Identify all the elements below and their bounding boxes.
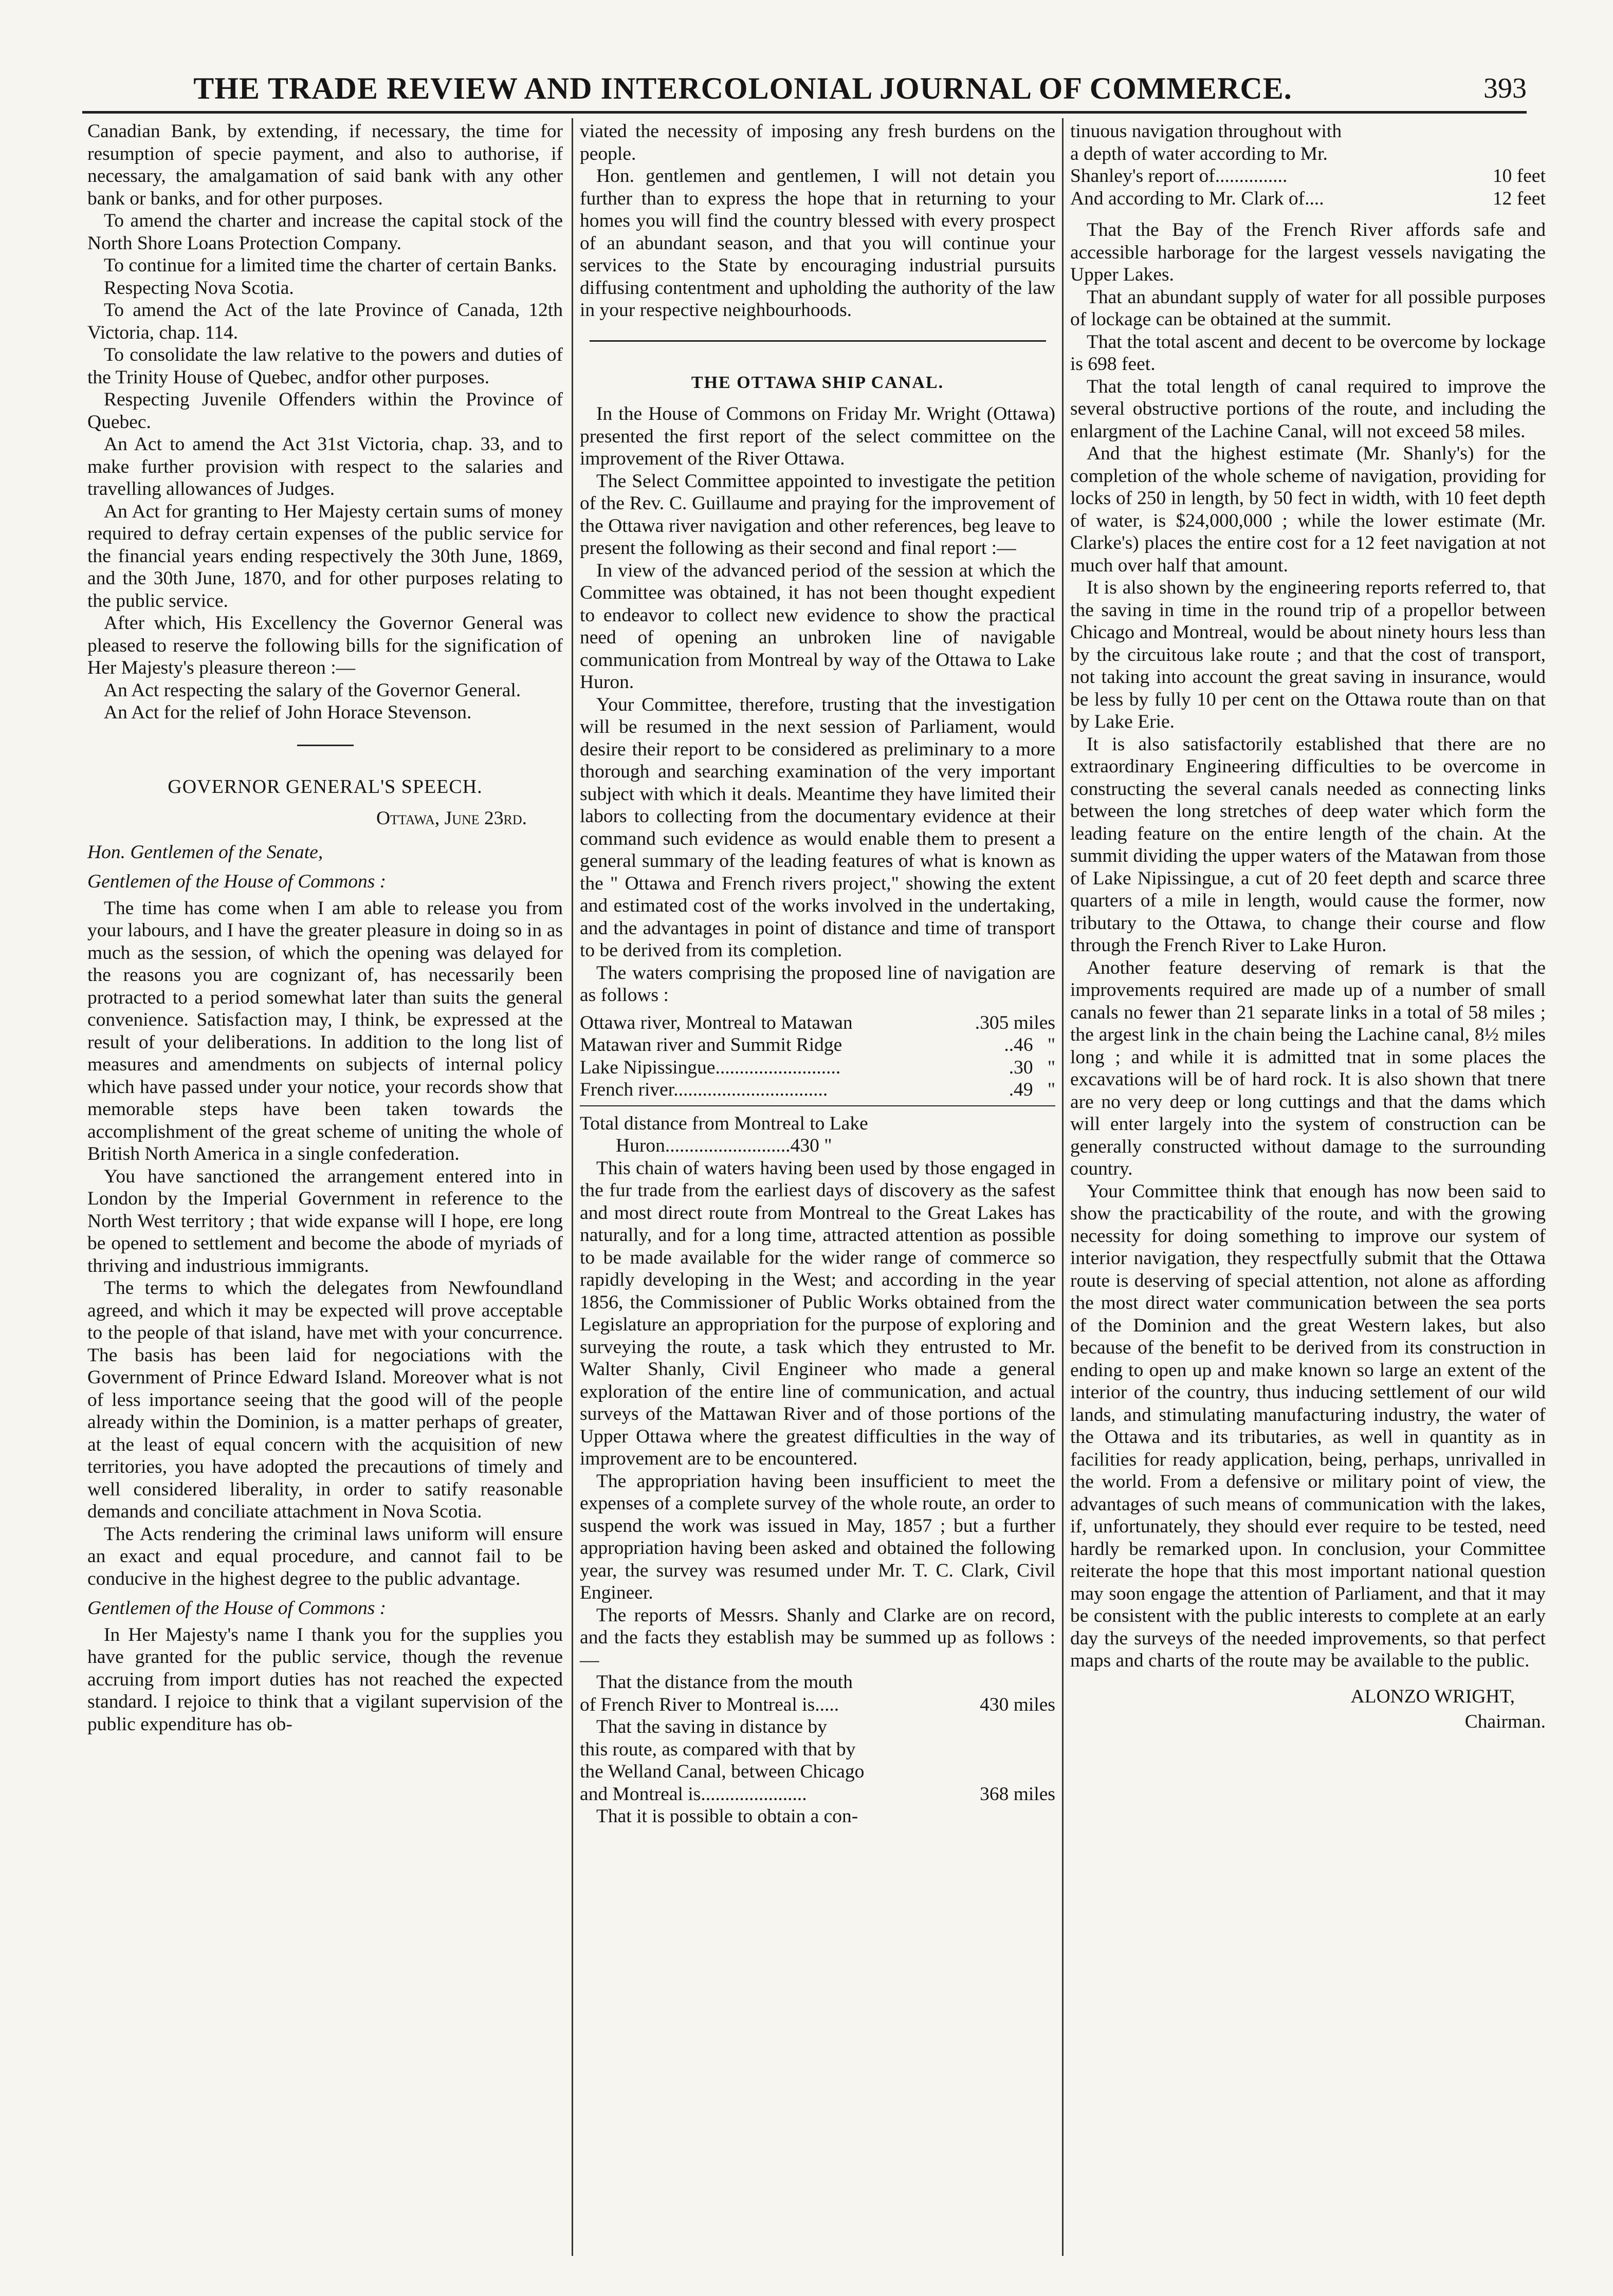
fact-value: 368 miles [975,1783,1055,1805]
paragraph: Respecting Nova Scotia. [104,277,294,299]
fact-value: 430 miles [975,1694,1055,1715]
paragraph: Your Committee think that enough has now been said to show the practicability of the route, and with the growing necessity for doing something to improve our system of interior navigation, they respectfully submit that the Ottawa route is deserving of special attention, not alone as affording the most direct water communication between the sea ports of the Dominion and the great Western lakes, but also because of the benefit to be derived from its construction in ending to open up and make known so large an extent of the interior of the country, thus inducing settlement of our wild lands, and stimulating manufacturing industry, the water of the Ottawa and its tributaries, as well in quantity as in facilities for ready application, being, perhaps, unrivalled in the world. From a defensive or military point of view, the advantages of such means of communication with the lakes, if, unfortunately, they should ever require to be tested, need hardly be remarked upon. In conclusion, your Committee reiterate the hope that this most important national question may soon engage the attention of Parliament, and that it may be consistent with the public interests to complete at an early day the surveys of the needed improvements, so that perfect maps and charts of the route may be available to the public. [1070,1180,1546,1671]
paragraph: After which, His Excellency the Governor General was pleased to reserve the following bills for the signification of Her Majesty's pleasure thereon :— [87,613,563,678]
dateline: Ottawa, June 23rd. [376,808,527,829]
list-item-label: Lake Nipissingue.......................... [580,1057,841,1078]
fact-line [1070,188,1546,210]
list-item-value: .305 miles [975,1012,1055,1033]
section-rule [590,340,1046,342]
paragraph: The reports of Messrs. Shanly and Clarke are on record, and the facts they establish may be summed up as follows :— [580,1604,1055,1671]
paragraph: viated the necessity of imposing any fresh burdens on the people. [580,121,1055,164]
column-divider [572,118,573,2256]
paragraph: The terms to which the delegates from Newfoundland agreed, and which it may be expected will prove acceptable to the people of that island, have met with your concurrence. The basis has been laid for negociations with the Government of Prince Edward Island. Moreover what is not of less importance seeing that the good will of the people already within the Dominion, is a matter perhaps of greater, at the least of equal concern with the acquisition of new territories, you have adopted the precautions of timely and well considered liberality, in order to satify reasonable demands and conciliate attachment in Nova Scotia. [87,1277,563,1522]
list-item-label: Ottawa river, Montreal to Matawan [580,1012,853,1033]
column-1 [87,120,563,1735]
page-number: 393 [1483,72,1527,104]
fact-line: this route, as compared with that by [580,1738,856,1760]
column-3 [1070,120,1546,1733]
paragraph: It is also shown by the engineering reports referred to, that the saving in time in the round trip of a propellor between Chicago and Montreal, would be about ninety hours less than by the circuitous lake route ; and that the cost of transport, not taking into account the great saving in insurance, would be less by fully 10 per cent on the Ottawa route than on that by Lake Erie. [1070,577,1546,732]
paragraph: An Act to amend the Act 31st Victoria, chap. 33, and to make further provision with respect to the salaries and travelling allowances of Judges. [87,434,563,499]
waters-table [580,1012,1055,1157]
section-rule [297,745,354,746]
paragraph: The Acts rendering the criminal laws uniform will ensure an exact and equal procedure, and cannot fail to be conducive in the highest degree to the public advantage. [87,1523,563,1589]
list-item [580,1079,1055,1101]
signature-title: Chairman. [1464,1711,1546,1732]
paragraph: You have sanctioned the arrangement entered into in London by the Imperial Government in reference to the North West territory ; that wide expanse will I hope, ere long be opened to settlement and become the abode of myriads of thriving and industrious immigrants. [87,1165,563,1276]
fact-label: And according to Mr. Clark of.... [1070,188,1324,209]
fact-value: 10 feet [1488,165,1546,187]
fact-label: of French River to Montreal is..... [580,1694,839,1715]
fact-value: 12 feet [1488,188,1546,209]
column-divider [1062,118,1064,2256]
paragraph: Hon. gentlemen and gentlemen, I will not detain you further than to express the hope that in returning to your homes you will find the country blessed with every prospect of an abundant season, and that you will continue your services to the State by encouraging industrial pursuits diffusing contentment and upholding the authority of the law in your respective neighbourhoods. [580,165,1055,321]
fact-line [580,1783,1055,1806]
list-item [580,1034,1055,1057]
list-item-value: .30 " [1009,1057,1055,1078]
paragraph: To amend the charter and increase the capital stock of the North Shore Loans Protection Company. [87,210,563,254]
paragraph: An Act respecting the salary of the Governor General. [104,679,521,701]
paragraph: In the House of Commons on Friday Mr. Wright (Ottawa) presented the first report of the select committee on the improvement of the River Ottawa. [580,403,1055,469]
paragraph: The waters comprising the proposed line of navigation are as follows : [580,962,1055,1006]
list-item [580,1057,1055,1079]
fact-line: tinuous navigation throughout with [1070,121,1342,142]
fact-label: and Montreal is...................... [580,1783,807,1805]
paragraph: That an abundant supply of water for all possible purposes of lockage can be obtained at the summit. [1070,286,1546,330]
paragraph: In Her Majesty's name I thank you for the supplies you have granted for the public service, though the revenue accruing from import duties has not reached the expected standard. I rejoice to think that a vigilant supervision of the public expenditure has ob- [87,1624,563,1735]
paragraph: An Act for granting to Her Majesty certain sums of money required to defray certain expenses of the public service for the financial years ending respectively the 30th June, 1869, and the 30th June, 1870, and for other purposes relating to the public service. [87,501,563,612]
paragraph: The appropriation having been insufficient to meet the expenses of a complete survey of the whole route, an order to suspend the work was issued in May, 1857 ; but a further appropriation having been asked and obtained the following year, the survey was resumed under Mr. T. C. Clark, Civil Engineer. [580,1470,1055,1603]
fact-line: That the distance from the mouth [596,1672,853,1693]
total-rule [580,1105,1055,1106]
paragraph: Another feature deserving of remark is that the improvements required are made up of a number of small canals no fewer than 21 separate links in a total of 58 miles ; the argest link in the chain being the Lachine canal, 8½ miles long ; and while it is admitted tnat in some places the excavations will be of hard rock. It is also shown that tnere are no very deep or long cuttings and that the dams which will enter largely into the system of construction can be generally constructed without damage to the surrounding country. [1070,957,1546,1179]
list-item-label: French river................................ [580,1079,828,1100]
fact-line: That the saving in distance by [596,1716,827,1737]
list-item [580,1012,1055,1034]
paragraph: Canadian Bank, by extending, if necessary, the time for resumption of specie payment, and also to authorise, if necessary, the amalgamation of said bank with any other bank or banks, and for other purposes. [87,121,563,209]
fact-label: Shanley's report of............... [1070,165,1288,187]
paragraph: Your Committee, therefore, trusting that the investigation will be resumed in the next session of Parliament, would desire their report to be considered as preliminary to a more thorough and searching examination of the very important subject with which it deals. Meantime they have limited their labors to collecting from the documentary evidence at their command such evidence as would enable them to present a general summary of the leading features of what is known as the " Ottawa and French rivers project," showing the extent and estimated cost of the works involved in the undertaking, and the advantages in point of distance and time of transport to be derived from its completion. [580,694,1055,961]
list-item-label: Matawan river and Summit Ridge [580,1034,842,1056]
paragraph: An Act for the relief of John Horace Stevenson. [104,702,472,723]
paragraph: That the total ascent and decent to be overcome by lockage is 698 feet. [1070,331,1546,375]
list-item-value: .49 " [1009,1079,1055,1100]
fact-line [1070,165,1546,188]
fact-line: a depth of water according to Mr. [1070,143,1328,164]
header-rule [82,111,1527,114]
running-title: THE TRADE REVIEW AND INTERCOLONIAL JOURNAL OF COMMERCE. [193,71,1292,105]
paragraph: And that the highest estimate (Mr. Shanly's) for the completion of the whole scheme of navigation, providing for locks of 250 in length, by 50 fect in width, with 10 feet depth of water, is $24,000,000 ; while the lower estimate (Mr. Clarke's) places the entire cost for a 12 feet navigation at not much over half that amount. [1070,443,1546,576]
page-header [82,61,1527,117]
paragraph: The time has come when I am able to release you from your labours, and I have the greater pleasure in doing so in as much as the session, of which the opening was delayed for the reasons you are cognizant of, has necessarily been protracted to a period somewhat later than suits the general convenience. Satisfaction may, I think, be expressed at the result of your deliberations. In addition to the long list of measures and amendments on subjects of internal policy which have passed under your notice, your records show that memorable steps have been taken towards the accomplishment of the great scheme of uniting the whole of British North America in a single confederation. [87,897,563,1164]
paragraph: To amend the Act of the late Province of Canada, 12th Victoria, chap. 114. [87,300,563,343]
total-line: Total distance from Montreal to Lake [580,1113,868,1134]
section-heading: THE OTTAWA SHIP CANAL. [691,373,944,392]
paragraph: That the total length of canal required to improve the several obstructive portions of the route, and including the enlargment of the Lachine Canal, will not exceed 58 miles. [1070,376,1546,442]
section-heading: GOVERNOR GENERAL'S SPEECH. [168,775,483,798]
paragraph: This chain of waters having been used by those engaged in the fur trade from the earliest days of discovery as the safest and most direct route from Montreal to the Great Lakes has naturally, and for a long time, attracted attention as possible to be made available for the wider range of commerce so rapidly developing in the West; and according in the year 1856, the Commissioner of Public Works obtained from the Legislature an appropriation for the purpose of exploring and surveying the route, a task which they entrusted to Mr. Walter Shanly, Civil Engineer who made a general exploration of the entire line of communication, and actual surveys of the Mattawan River and of those portions of the Upper Ottawa where the greatest difficulties in the way of improvement are to be encountered. [580,1157,1055,1469]
paragraph: It is also satisfactorily established that there are no extraordinary Engineering difficulties to be overcome in constructing the several canals needed as connecting links between the long stretches of deep water which form the leading feature on the entire length of the chain. At the summit dividing the upper waters of the Matawan from those of Lake Nipissingue, a cut of 20 feet depth and scarce three quarters of a mile in length, would cause the former, now tributary to the Ottawa, to change their course and flow through the French River to Lake Huron. [1070,733,1546,956]
fact-line: the Welland Canal, between Chicago [580,1761,865,1782]
fact-line: That it is possible to obtain a con- [596,1806,858,1827]
paragraph: The Select Committee appointed to investigate the petition of the Rev. C. Guillaume and praying for the improvement of the Ottawa river navigation and other references, beg leave to present the following as their second and final report :— [580,470,1055,559]
paragraph: To continue for a limited time the charter of certain Banks. [104,255,557,276]
salutation: Hon. Gentlemen of the Senate, [87,841,323,863]
paragraph: That the Bay of the French River affords safe and accessible harborage for the largest vessels navigating the Upper Lakes. [1070,219,1546,285]
signature: ALONZO WRIGHT, [1350,1686,1515,1707]
total-line: Huron..........................430 " [616,1135,832,1156]
fact-line [580,1694,1055,1716]
column-2 [580,120,1055,1828]
paragraph: To consolidate the law relative to the powers and duties of the Trinity House of Quebec, andfor other purposes. [87,344,563,388]
paragraph: Respecting Juvenile Offenders within the Province of Quebec. [87,389,563,433]
salutation: Gentlemen of the House of Commons : [87,1598,387,1619]
list-item-value: ..46 " [1004,1034,1055,1056]
salutation: Gentlemen of the House of Commons : [87,871,387,892]
paragraph: In view of the advanced period of the session at which the Committee was obtained, it has not been thought expedient to endeavor to collect new evidence to show the practical need of opening an unbroken line of navigable communication from Montreal by way of the Ottawa to Lake Huron. [580,560,1055,693]
